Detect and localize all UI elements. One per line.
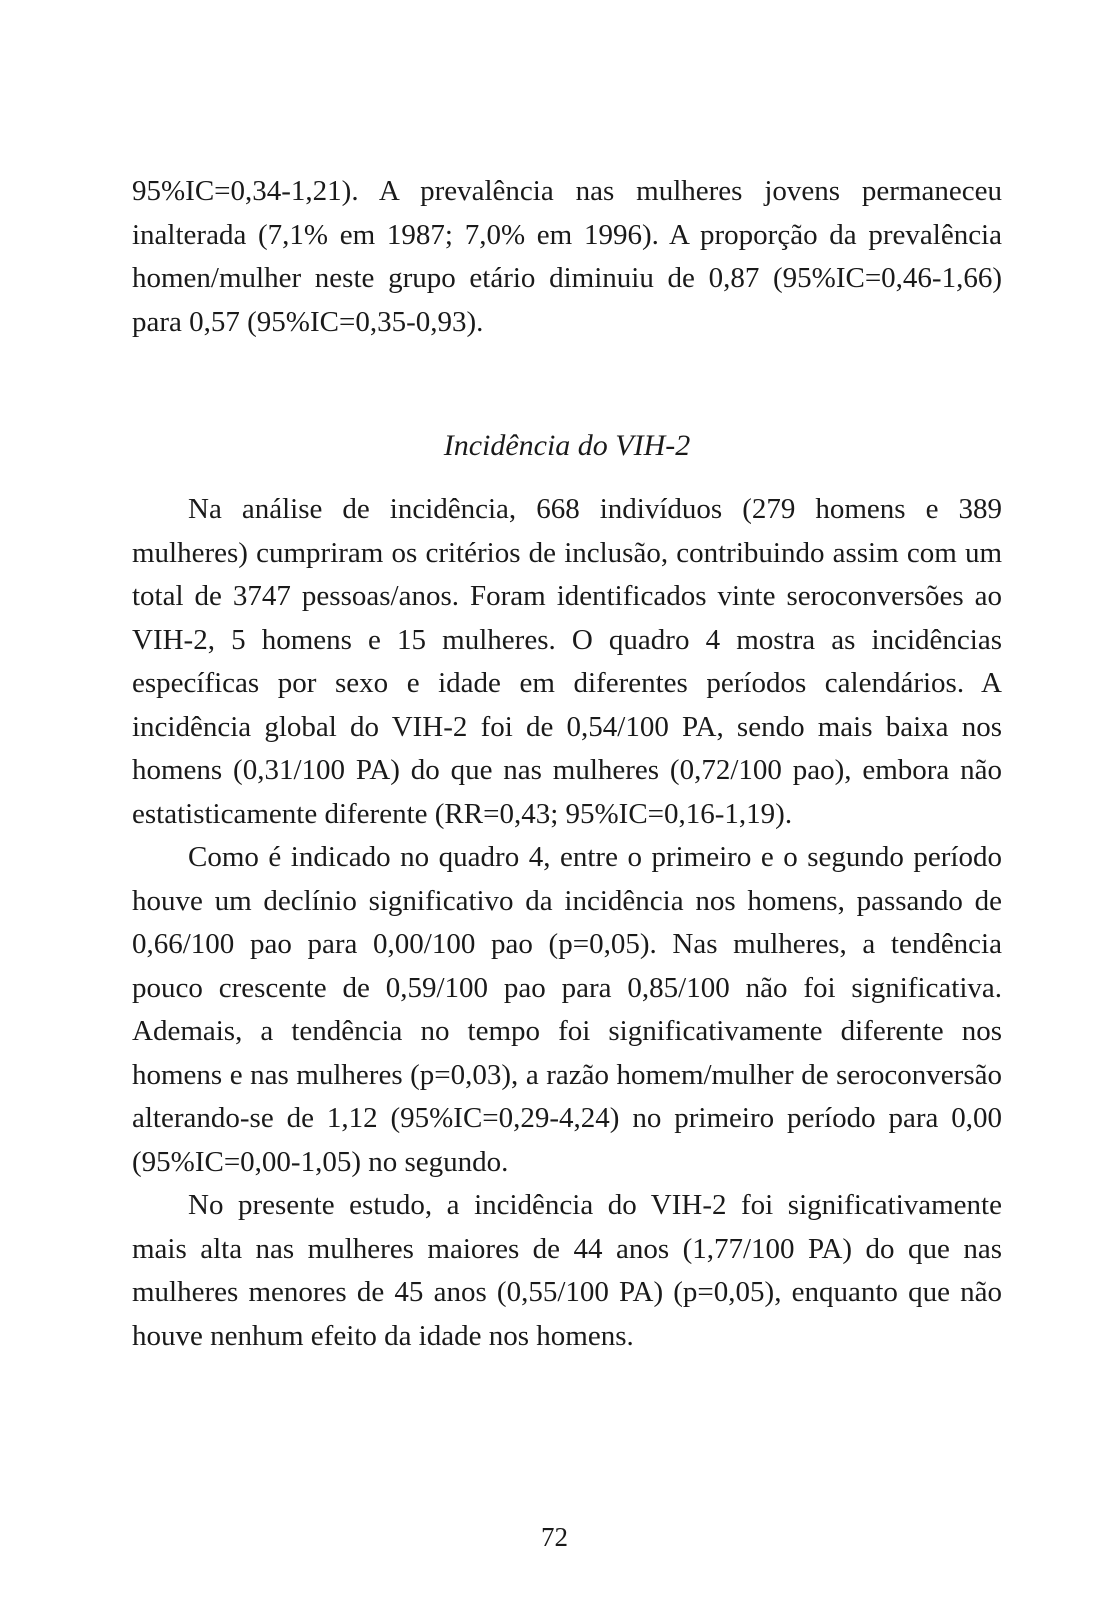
page-number: 72 bbox=[541, 1522, 568, 1552]
paragraph-age-effect: No presente estudo, a incidência do VIH-2 foi significativamente mais alta nas mulheres maiores de 44 anos (1,77/100 PA) do que nas mulheres menores de 45 anos (0,55/100 PA) (p=0,05), enquanto que não houve nenhum efeito da idade nos homens. bbox=[132, 1189, 1002, 1352]
paragraph-incidence-analysis: Na análise de incidência, 668 indivíduos (279 homens e 389 mulheres) cumpriram os critérios de inclusão, contribuindo assim com um total de 3747 pessoas/anos. Foram identificados vinte seroconversões ao VIH-2, 5 homens e 15 mulheres. O quadro 4 mostra as incidências específicas por sexo e idade em diferentes períodos calendários. A incidência global do VIH-2 foi de 0,54/100 PA, sendo mais baixa nos homens (0,31/100 PA) do que nas mulheres (0,72/100 pao), embora não estatisticamente diferente (RR=0,43; 95%IC=0,16-1,19). bbox=[132, 493, 1002, 830]
paragraph-period-trend: Como é indicado no quadro 4, entre o primeiro e o segundo período houve um declínio significativo da incidência nos homens, passando de 0,66/100 pao para 0,00/100 pao (p=0,05). Nas mulheres, a tendência pouco crescente de 0,59/100 pao para 0,85/100 não foi significativa. Ademais, a tendência no tempo foi significativamente diferente nos homens e nas mulheres (p=0,03), a razão homem/mulher de seroconversão alterando-se de 1,12 (95%IC=0,29-4,24) no primeiro período para 0,00 (95%IC=0,00-1,05) no segundo. bbox=[132, 841, 1002, 1178]
continuation-paragraph: 95%IC=0,34-1,21). A prevalência nas mulheres jovens permaneceu inalterada (7,1% em 1987; 7,0% em 1996). A proporção da prevalência homen/mulher neste grupo etário diminuiu de 0,87 (95%IC=0,46-1,66) para 0,57 (95%IC=0,35-0,93). bbox=[132, 175, 1002, 338]
body-text bbox=[132, 488, 1002, 1358]
continuation-paragraph-block bbox=[132, 170, 1002, 344]
section-heading: Incidência do VIH-2 bbox=[443, 429, 691, 462]
